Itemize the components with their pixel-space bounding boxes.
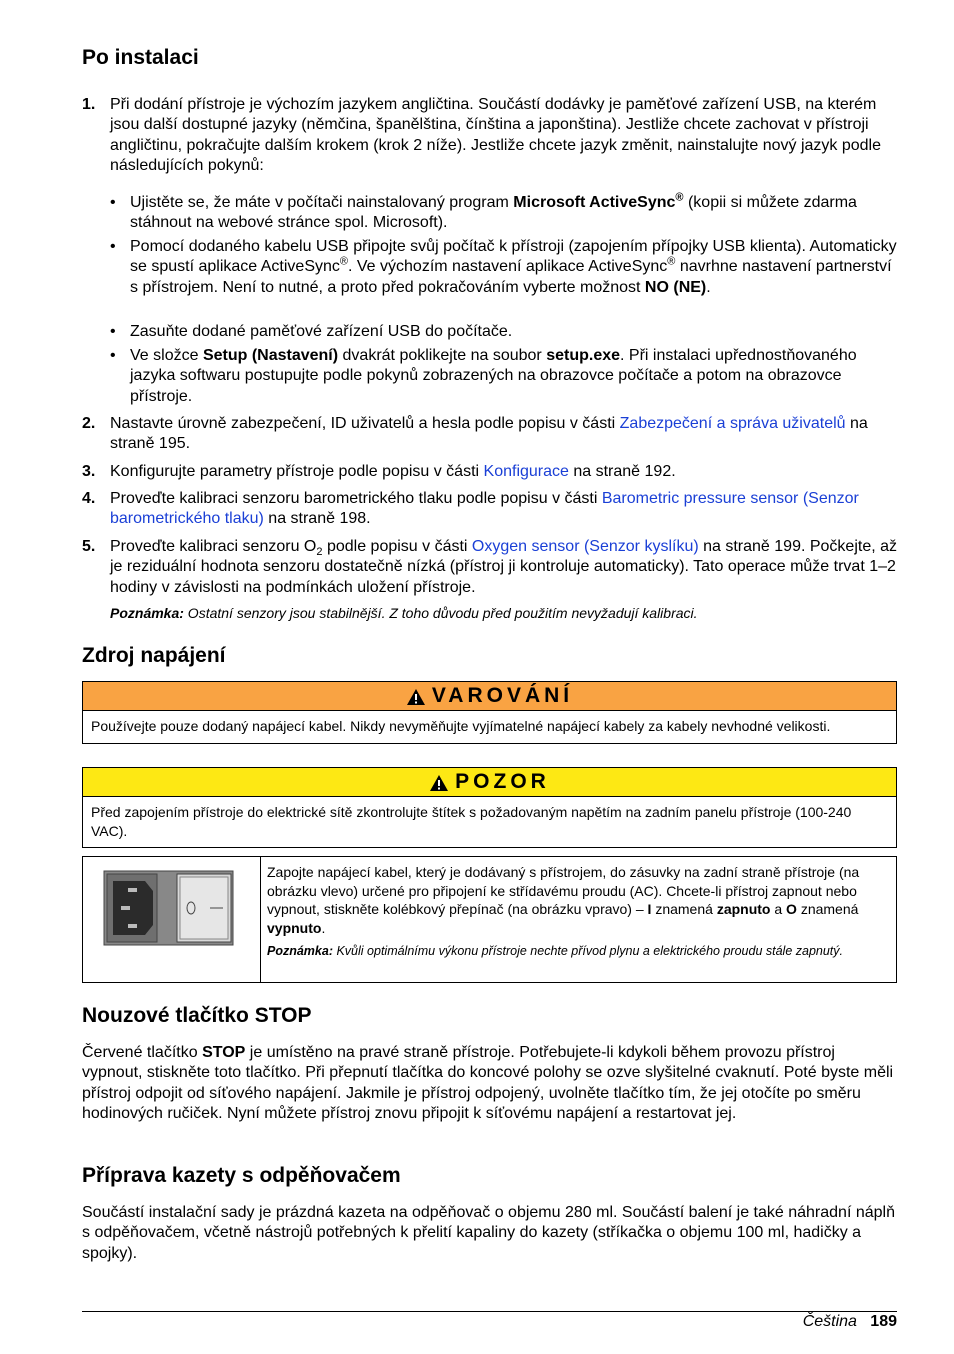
bullet-marker: • — [110, 238, 116, 255]
section-title-po-instalaci: Po instalaci — [82, 46, 199, 69]
page-number: 189 — [870, 1313, 897, 1330]
antifoam-paragraph: Součástí instalační sady je prázdná kazeta na odpěňovač o objemu 280 ml. Součástí balení je také náhradní náplň s odpěňovačem, včetně nástrojů potřebných k přelití kapaliny do kazety (stříkačka o objemu 100 ml, hadičky a spojky). — [82, 1204, 895, 1262]
link-zabezpeceni[interactable]: Zabezpečení a správa uživatelů — [619, 415, 846, 432]
step-2-text: Nastavte úrovně zabezpečení, ID uživatelů a hesla podle popisu v části Zabezpečení a správa uživatelů na straně 195. — [110, 415, 868, 453]
power-note: Poznámka: Kvůli optimálnímu výkonu přístroje nechte přívod plynu a elektrického proudu stále zapnutý. — [267, 944, 843, 959]
section-title-priprava-kazety: Příprava kazety s odpěňovačem — [82, 1164, 401, 1187]
warning-icon — [406, 688, 426, 706]
step-4-text: Proveďte kalibraci senzoru barometrického tlaku podle popisu v části Barometric pressure sensor (Senzor barometrického tlaku) na straně 198. — [110, 490, 859, 528]
step-number: 3. — [82, 463, 96, 480]
bullet-marker: • — [110, 323, 116, 340]
step-5-text: Proveďte kalibraci senzoru $O_2$ podle popisu v části Oxygen sensor (Senzor kyslíku) na straně 199. Počkejte, až je reziduální hodnota senzoru dostatečně nízká (přístroj ji kontroluje automaticky). Tato operace může trvat 1–2 hodiny v závislosti na podmínkách uložení přístroje. — [110, 538, 898, 596]
link-konfigurace[interactable]: Konfigurace — [483, 463, 569, 480]
power-figure-description — [267, 863, 887, 960]
link-oxygen-sensor[interactable]: Oxygen sensor (Senzor kyslíku) — [471, 538, 699, 555]
step-1-text: Při dodání přístroje je výchozím jazykem angličtina. Součástí dodávky je paměťové zařízení USB, na kterém jsou další dostupné jazyky (němčina, španělština, čínština a japonština). Jestliže chcete zachovat v přístroji angličtinu, pokračujte dalším krokem (krok 2 níže). Jestliže chcete jazyk změnit, nainstalujte nový jazyk podle následujících pokynů: — [110, 96, 882, 175]
step-3-text: Konfigurujte parametry přístroje podle popisu v části Konfigurace na straně 192. — [110, 463, 676, 480]
bullet-item: Zasuňte dodané paměťové zařízení USB do počítače. — [130, 323, 513, 340]
caution-box — [82, 767, 897, 848]
power-socket-switch-illustration — [83, 857, 260, 982]
step-number: 1. — [82, 96, 96, 113]
caution-label: POZOR — [455, 770, 550, 793]
caution-text: Před zapojením přístroje do elektrické sítě zkontrolujte štítek s požadovaným napětím na zadním panelu přístroje (100-240 VAC). — [91, 804, 852, 839]
bullet-item: Pomocí dodaného kabelu USB připojte svůj počítač k přístroji (zapojením přípojky USB klienta). Automaticky se spustí aplikace ActiveSync®. Ve výchozím nastavení aplikace ActiveSync® navrhne nastavení partnerství s přístrojem. Není to nutné, a proto před pokračováním vyberte možnost NO (NE). — [130, 238, 897, 296]
section-title-nouzove-tlacitko: Nouzové tlačítko STOP — [82, 1004, 312, 1027]
section-title-zdroj-napajeni: Zdroj napájení — [82, 644, 226, 667]
warning-text: Používejte pouze dodaný napájecí kabel. Nikdy nevyměňujte vyjímatelné napájecí kabely za kabely nevhodné velikosti. — [91, 718, 831, 734]
step-number: 5. — [82, 538, 96, 555]
footer — [803, 1313, 897, 1331]
bullet-item: Ujistěte se, že máte v počítači nainstalovaný program Microsoft ActiveSync® (kopii si můžete zdarma stáhnout na webové stránce spol. Microsoft). — [130, 191, 857, 232]
power-figure-table — [82, 856, 897, 983]
warning-icon — [429, 774, 449, 792]
bullet-marker: • — [110, 194, 116, 211]
warning-box — [82, 681, 897, 744]
footer-language: Čeština — [802, 1313, 857, 1330]
stop-paragraph: Červené tlačítko STOP je umístěno na pravé straně přístroje. Potřebujete-li kdykoli během provozu přístroj vypnout, stiskněte toto tlačítko. Při přepnutí tlačítka do koncové polohy se ozve slyšitelné cvaknutí. Poté byste měli přístroj odpojit od síťového napájení. Jakmile je přístroj odpojený, uvolněte tlačítko tím, že jej otočíte po směru hodinových ručiček. Nyní můžete přístroj znovu připojit k síťovému napájení a restartovat jej. — [82, 1044, 894, 1123]
warning-label: VAROVÁNÍ — [431, 684, 574, 707]
note: Poznámka: Ostatní senzory jsou stabilnější. Z toho důvodu před použitím nevyžadují kalibraci. — [110, 605, 698, 621]
power-figure-cell — [83, 857, 261, 982]
step-number: 4. — [82, 490, 96, 507]
bullet-item: Ve složce Setup (Nastavení) dvakrát poklikejte na soubor setup.exe. Při instalaci upřednostňovaného jazyka softwaru postupujte podle pokynů zobrazených na obrazovce počítače a potom na obrazovce přístroje. — [130, 347, 857, 405]
step-number: 2. — [82, 415, 96, 432]
caution-header — [83, 768, 896, 797]
power-instructions: Zapojte napájecí kabel, který je dodávaný s přístrojem, do zásuvky na zadní straně přístroje (na obrázku vlevo) určené pro připojení ke střídavému proudu (AC). Chcete-li přístroj zapnout nebo vypnout, stiskněte kolébkový přepínač (na obrázku vpravo) – I znamená zapnuto a O znamená vypnuto. — [267, 864, 860, 936]
bullet-marker: • — [110, 347, 116, 364]
warning-header — [83, 682, 896, 711]
footer-divider — [82, 1311, 897, 1312]
link-barometric-sensor[interactable]: Barometric pressure sensor (Senzor barometrického tlaku) — [110, 490, 859, 528]
